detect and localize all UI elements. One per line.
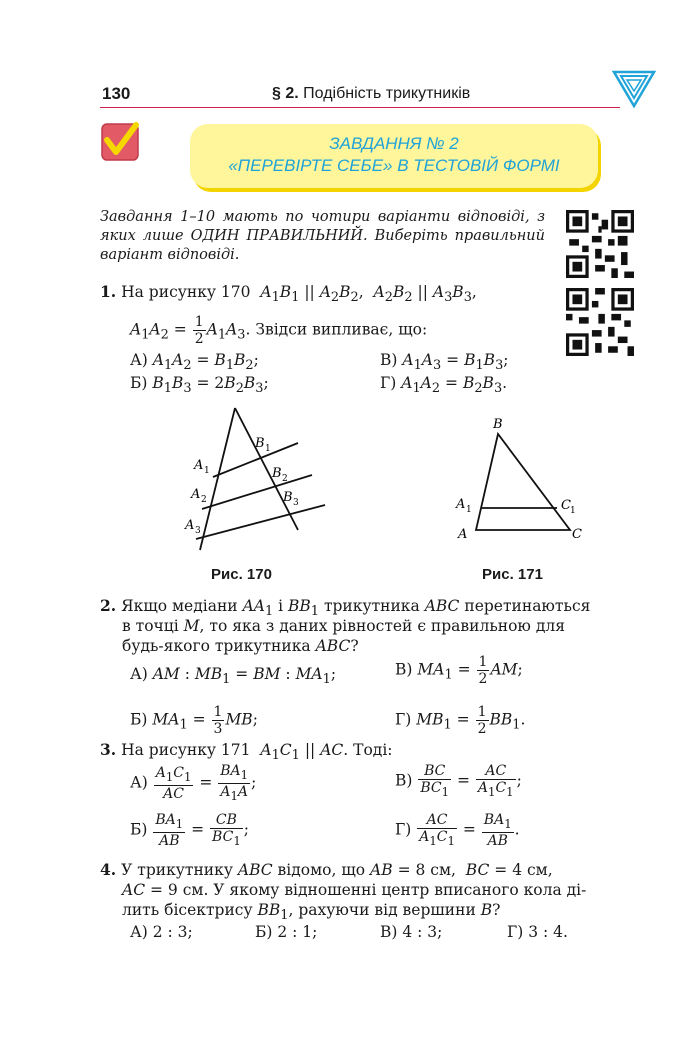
section-prefix: § 2. (272, 85, 299, 102)
section-title (272, 85, 470, 103)
triangle-logo-icon (612, 70, 656, 108)
label-c1-sub: 1 (570, 506, 576, 516)
label-a1-sub: 1 (204, 466, 210, 476)
question-4-line3: лить бісектрису $BB_1$, рахуючи від вершини B? (122, 901, 501, 924)
question-2-line3: будь-якого трикутника ABC? (122, 637, 359, 655)
option-v[interactable]: В) $MA_1$ = $\frac{1}{2}$ AM; (395, 654, 523, 687)
answer-g[interactable]: Г) 3 : 4. (507, 923, 568, 941)
option-label: Б) (130, 710, 148, 729)
banner-subtitle: «ПЕРЕВІРТЕ СЕБЕ» В ТЕСТОВІЙ ФОРМІ (228, 156, 560, 175)
qr-code-icon (566, 210, 634, 278)
question-number: 2. (100, 596, 117, 615)
label-b1: B (255, 436, 265, 451)
option-label: А) (130, 351, 148, 369)
question-1: 1. На рисунку 170 $A_1B_1$ || $A_2B_2$, $A_2B_2$ || $A_3B_3$, (100, 282, 477, 306)
fig170-parallel-3 (196, 505, 325, 539)
checkmark-icon (100, 122, 140, 162)
question-text: трикутника (323, 597, 420, 615)
label-a3-sub: 3 (195, 526, 201, 536)
question-text: = 8 см, (397, 861, 456, 879)
option-b[interactable]: Б) $B_1B_3 = 2B_2B_3$; (130, 374, 269, 397)
label-b1-sub: 1 (265, 444, 271, 454)
label-b3: B (283, 490, 293, 505)
question-text: . Тоді: (343, 741, 393, 759)
option-a[interactable]: А) $A_1A_2 = B_1B_2$; (130, 351, 259, 374)
question-text: На рисунку 170 (121, 283, 251, 301)
figure-171 (450, 412, 590, 547)
question-text: = 9 см. У якому відношенні центр вписаного кола ді- (150, 881, 587, 899)
question-text: лить бісектрису (122, 901, 253, 919)
option-label: А) (130, 773, 148, 792)
question-text-tail: Звідси випливає, що: (255, 320, 428, 339)
answer-b[interactable]: Б) 2 : 1; (255, 923, 318, 941)
figure-171-caption: Рис. 171 (482, 566, 543, 583)
question-text: У трикутнику (121, 861, 233, 879)
question-4: 4. У трикутнику ABC відомо, що AB = 8 см, BC = 4 см, (100, 860, 553, 879)
question-3: 3. На рисунку 171 $A_1C_1$ || AC. Тоді: (100, 740, 393, 764)
label-c: C (572, 527, 582, 542)
option-label: Г) (395, 710, 412, 729)
label-a: A (458, 527, 468, 542)
fig170-line-a (200, 408, 235, 550)
option-label: Г) (380, 374, 397, 392)
option-a[interactable]: А) AM : $MB_1$ = BM : $MA_1$; (130, 665, 337, 688)
label-a3: A (185, 518, 195, 533)
qr-code-icon (566, 288, 634, 356)
label-a2: A (191, 487, 201, 502)
fig170-line-b (235, 408, 298, 530)
label-a1-sub: 1 (466, 505, 472, 515)
question-text: На рисунку 171 (121, 741, 251, 759)
label-a1: A (456, 497, 466, 512)
figure-170-caption: Рис. 170 (211, 566, 272, 583)
option-label: Б) (130, 374, 148, 392)
answer-a[interactable]: А) 2 : 3; (130, 923, 193, 941)
option-label: А) (130, 665, 148, 683)
label-b2-sub: 2 (282, 474, 288, 484)
option-label: В) (380, 351, 398, 369)
option-b[interactable]: Б) $\frac{BA_1}{AB}$ = $\frac{CB}{BC_1}$ ; (130, 812, 249, 849)
question-number: 3. (100, 740, 117, 759)
option-label: Г) (395, 820, 412, 839)
section-banner (190, 124, 598, 188)
section-title-text: Подібність трикутників (303, 85, 471, 102)
question-text: відомо, що (277, 861, 366, 879)
question-number: 4. (100, 860, 117, 879)
question-number: 1. (100, 282, 117, 301)
question-4-line2: AC = 9 см. У якому відношенні центр вписаного кола ді- (122, 881, 587, 899)
label-b3-sub: 3 (293, 498, 299, 508)
question-text: перетинаються (464, 597, 591, 615)
label-b: B (493, 417, 503, 432)
label-c1: C (561, 498, 571, 513)
question-2: 2. Якщо медіани $AA_1$ і $BB_1$ трикутника ABC перетинаються (100, 596, 591, 620)
option-g[interactable]: Г) $MB_1$ = $\frac{1}{2}$ $BB_1$. (395, 704, 526, 737)
fig171-triangle (476, 434, 570, 530)
page-number: 130 (102, 84, 131, 103)
answer-v[interactable]: В) 4 : 3; (380, 923, 443, 941)
option-g[interactable]: Г) $\frac{AC}{A_1C_1}$ = $\frac{BA_1}{AB}$ . (395, 812, 520, 849)
banner-title: ЗАВДАННЯ № 2 (329, 134, 459, 153)
option-v[interactable]: В) $\frac{BC}{BC_1}$ = $\frac{AC}{A_1C_1}$ ; (395, 763, 522, 799)
question-text: , то яка з даних рівностей є правильною для (199, 617, 566, 635)
question-text: в точці (122, 617, 179, 635)
header-rule (100, 107, 620, 108)
option-b[interactable]: Б) $MA_1$ = $\frac{1}{3}$ MB; (130, 704, 258, 737)
option-label: Б) (130, 820, 148, 839)
instructions: Завдання 1–10 мають по чотири варіанти відповіді, з яких лише ОДИН ПРАВИЛЬНИЙ. Виберіть правильний варіант відповіді. (100, 209, 545, 263)
option-g[interactable]: Г) $A_1A_2 = B_2B_3$. (380, 374, 508, 397)
label-a2-sub: 2 (201, 495, 207, 505)
question-2-line2: в точці M, то яка з даних рівностей є правильною для (122, 617, 566, 635)
question-1-condition: $A_1A_2$ = $\frac{1}{2}$ $A_1A_3$. Звідси випливає, що: (130, 314, 428, 347)
label-a1: A (194, 458, 204, 473)
option-a[interactable]: А) $\frac{A_1C_1}{AC}$ = $\frac{BA_1}{A_1A}$ ; (130, 763, 257, 803)
option-label: В) (395, 660, 413, 679)
label-b2: B (272, 466, 282, 481)
question-text: будь-якого трикутника (122, 637, 311, 655)
figure-170 (180, 405, 330, 555)
option-label: В) (395, 771, 413, 790)
option-v[interactable]: В) $A_1A_3 = B_1B_3$; (380, 351, 509, 374)
question-text: , рахуючи від вершини (288, 901, 476, 919)
question-text: Якщо медіани (121, 597, 238, 615)
question-text: = 4 см, (494, 861, 553, 879)
